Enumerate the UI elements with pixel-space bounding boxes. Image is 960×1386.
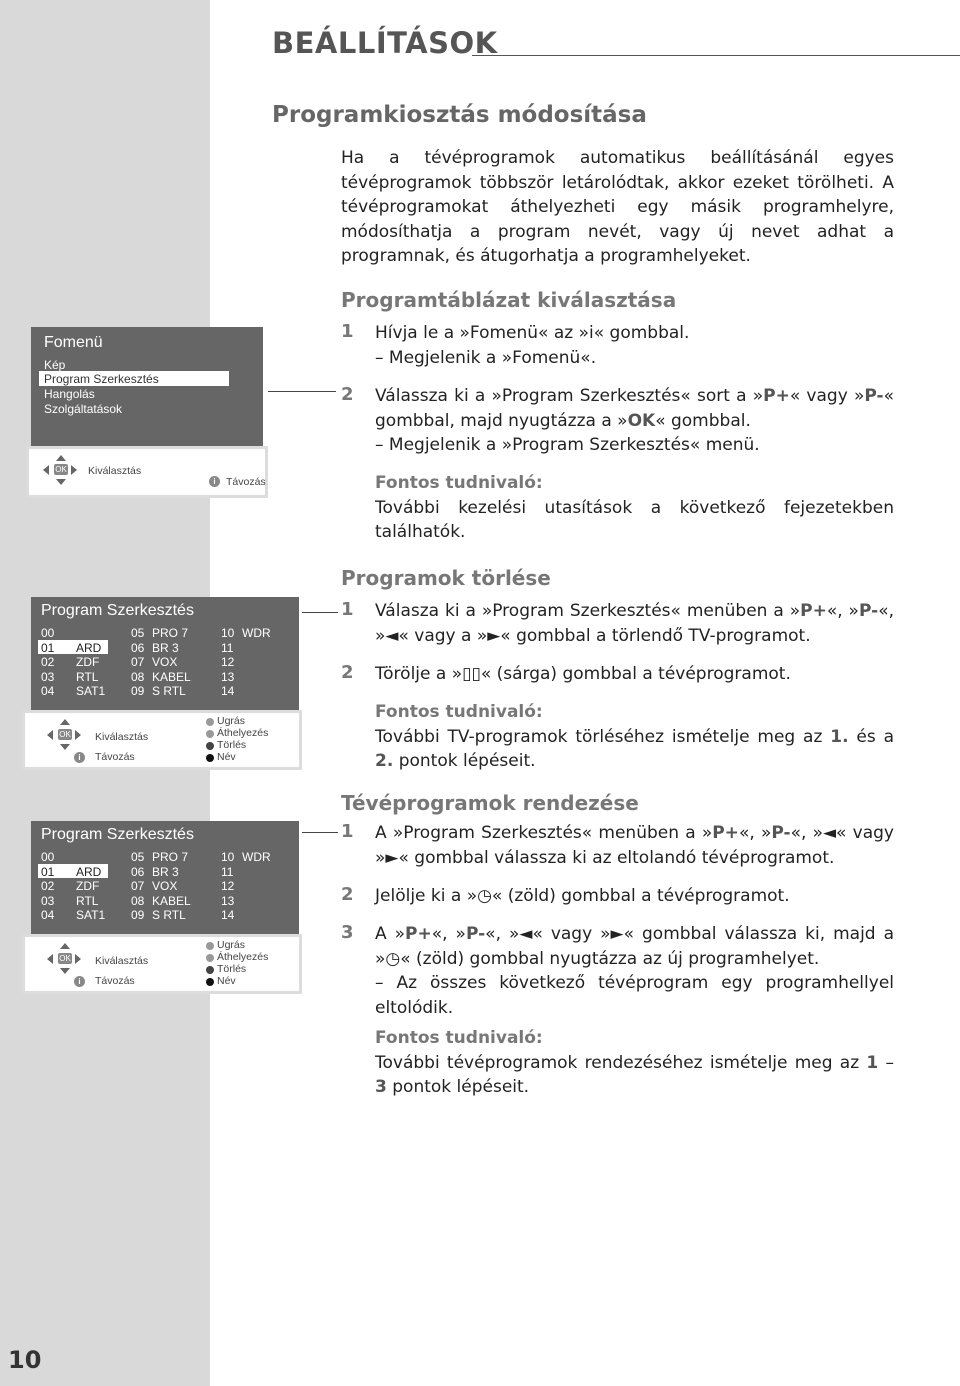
program-name[interactable]: KABEL: [152, 670, 191, 684]
text-run: Válassza ki a »Program Szerkesztés« sort a »: [375, 386, 764, 406]
up-arrow-icon: [60, 719, 70, 725]
program-number: 02: [41, 879, 55, 893]
note-text: [375, 725, 894, 774]
action-torles: Törlés: [217, 739, 247, 751]
menu-item-program-szerkesztes[interactable]: Program Szerkesztés: [44, 372, 159, 386]
note-title: Fontos tudnivaló:: [375, 473, 543, 493]
program-edit-screen: [31, 597, 299, 710]
program-number: 07: [131, 879, 145, 893]
step-number: 2: [341, 884, 354, 905]
program-number: 08: [131, 670, 145, 684]
text-run: Válasza ki a »Program Szerkesztés« menüben a »: [375, 601, 801, 621]
left-arrow-icon: [47, 954, 53, 964]
select-label: Kiválasztás: [88, 465, 142, 477]
left-arrow-icon: [47, 730, 53, 740]
color-key-icon: [206, 718, 214, 726]
action-ugras: Ugrás: [217, 939, 246, 951]
down-arrow-icon: [56, 479, 66, 485]
key-label: 2.: [375, 751, 394, 771]
program-name[interactable]: ZDF: [76, 879, 100, 893]
program-edit-title: Program Szerkesztés: [41, 826, 194, 843]
program-name[interactable]: VOX: [152, 655, 178, 669]
text-run: « gombbal, majd nyugtázza a »: [375, 386, 894, 431]
program-number: 05: [131, 850, 145, 864]
text-run: « vagy »: [789, 386, 865, 406]
step-number: 1: [341, 599, 354, 620]
connector-line: [268, 391, 336, 392]
program-number: 00: [41, 850, 55, 864]
key-label: OK: [627, 410, 656, 431]
text-run: –: [878, 1052, 895, 1073]
program-number: 05: [131, 626, 145, 640]
program-number: 03: [41, 894, 55, 908]
key-label: P+: [405, 924, 432, 944]
program-number: 11: [221, 641, 234, 655]
key-label: 1.: [830, 726, 849, 747]
note-title: Fontos tudnivaló:: [375, 702, 543, 722]
text-run: pontok lépéseit.: [393, 751, 536, 771]
text-run: « gombbal.: [655, 410, 751, 431]
step-result: – Megjelenik a »Program Szerkesztés« menü.: [375, 435, 760, 455]
select-label: Kiválasztás: [95, 955, 149, 967]
step-number: 2: [341, 662, 354, 683]
ok-button-icon: OK: [55, 465, 67, 474]
text-run: «, »: [431, 924, 466, 944]
program-name[interactable]: SAT1: [76, 684, 106, 698]
section-heading-row: [272, 26, 960, 62]
step-line: [375, 922, 894, 971]
program-number: 02: [41, 655, 55, 669]
program-name[interactable]: ARD: [76, 865, 102, 879]
up-arrow-icon: [56, 455, 66, 461]
exit-label: Távozás: [226, 476, 266, 488]
program-number: 10: [221, 850, 235, 864]
page-title: Programkiosztás módosítása: [272, 102, 647, 128]
text-run: és a: [848, 726, 895, 747]
main-menu-title: Fomenü: [44, 334, 103, 351]
step-text: [375, 384, 894, 458]
program-number: 06: [131, 641, 145, 655]
select-label: Kiválasztás: [95, 731, 149, 743]
program-name[interactable]: S RTL: [152, 684, 186, 698]
step-number: 3: [341, 922, 354, 943]
section-heading: BEÁLLÍTÁSOK: [272, 26, 498, 60]
program-number: 09: [131, 908, 145, 922]
key-label: P+: [712, 823, 739, 843]
right-arrow-icon: [75, 954, 81, 964]
program-edit-screen-2: [31, 821, 299, 934]
key-label: P-: [864, 386, 884, 406]
color-key-icon: [206, 942, 214, 950]
key-label: 3: [375, 1077, 387, 1097]
key-label: P+: [800, 601, 827, 621]
program-number: 13: [221, 670, 235, 684]
ok-button-icon: OK: [59, 730, 71, 739]
text-run: pontok lépéseit.: [386, 1077, 530, 1097]
text-run: A »: [375, 924, 406, 944]
key-label: P-: [465, 924, 486, 944]
step-text: [375, 599, 894, 648]
program-number: 08: [131, 894, 145, 908]
program-name[interactable]: WDR: [242, 850, 271, 864]
program-number: 11: [221, 865, 234, 879]
text-run: «, »◄« vagy a »►« gombbal a törlendő TV-programot.: [375, 601, 894, 646]
section-title-table: Programtáblázat kiválasztása: [341, 288, 677, 312]
program-number: 12: [221, 655, 235, 669]
text-run: «, »: [826, 601, 859, 621]
action-torles: Törlés: [217, 963, 247, 975]
text-run: A »Program Szerkesztés« menüben a »: [375, 823, 713, 843]
program-name[interactable]: RTL: [76, 670, 99, 684]
text-run: További tévéprogramok rendezéséhez ismételje meg az: [375, 1052, 867, 1073]
program-edit-title: Program Szerkesztés: [41, 602, 194, 619]
step-text: [375, 821, 894, 870]
program-number: 07: [131, 655, 145, 669]
program-number: 00: [41, 626, 55, 640]
info-button-icon: i: [209, 476, 220, 487]
color-key-icon: [206, 954, 214, 962]
ok-button-icon: OK: [59, 954, 71, 963]
text-run: «, »◄« vagy »►« gombbal válassza ki, majd a »◷« (zöld) gombbal nyugtázza az új programhelyet.: [375, 924, 895, 969]
program-number: 01: [41, 865, 55, 879]
program-number: 03: [41, 670, 55, 684]
step-number: 1: [341, 821, 354, 842]
step-text: [375, 321, 894, 370]
program-number: 04: [41, 684, 55, 698]
step-line: [375, 384, 894, 433]
program-name[interactable]: BR 3: [152, 865, 179, 879]
down-arrow-icon: [60, 744, 70, 750]
color-key-icon: [206, 978, 214, 986]
program-name[interactable]: SAT1: [76, 908, 106, 922]
note-block: [375, 471, 894, 545]
program-name[interactable]: BR 3: [152, 641, 179, 655]
program-number: 09: [131, 684, 145, 698]
action-ugras: Ugrás: [217, 715, 246, 727]
program-name[interactable]: PRO 7: [152, 626, 189, 640]
section-title-sort: Tévéprogramok rendezése: [341, 791, 639, 815]
program-number: 12: [221, 879, 235, 893]
action-nev: Név: [217, 751, 236, 763]
intro-text: Ha a tévéprogramok automatikus beállításánál egyes tévéprogramok többször letárolódtak, akkor ezeket törölheti. A tévéprogramokat áthelyezheti egy másik programhelyre, módosíthatja a program nevét, vagy új nevet adhat a programnak, és átugorhatja a programhelyeket.: [341, 148, 894, 266]
text-run: További TV-programok törléséhez ismételje meg az: [375, 726, 831, 747]
key-label: 1: [866, 1052, 879, 1073]
program-number: 10: [221, 626, 235, 640]
main-menu-footer: [26, 446, 268, 498]
connector-line: [302, 612, 338, 613]
program-name[interactable]: VOX: [152, 879, 178, 893]
up-arrow-icon: [60, 943, 70, 949]
note-block: [375, 700, 894, 774]
program-number: 13: [221, 894, 235, 908]
step-number: 1: [341, 321, 354, 342]
color-key-icon: [206, 966, 214, 974]
program-name[interactable]: WDR: [242, 626, 271, 640]
down-arrow-icon: [60, 968, 70, 974]
menu-item-szolgaltatasok[interactable]: Szolgáltatások: [44, 402, 123, 416]
menu-item-kep[interactable]: Kép: [44, 358, 66, 372]
step-text: Jelölje ki a »◷« (zöld) gombbal a tévéprogramot.: [375, 886, 790, 906]
action-athelyezes: Áthelyezés: [217, 951, 269, 963]
menu-item-hangolas[interactable]: Hangolás: [44, 387, 95, 401]
step-result: – Az összes következő tévéprogram egy programhellyel eltolódik.: [375, 973, 894, 1018]
key-label: P-: [858, 601, 879, 621]
right-arrow-icon: [71, 465, 77, 475]
page-number: 10: [8, 1346, 42, 1374]
program-number: 01: [41, 641, 55, 655]
program-name[interactable]: RTL: [76, 894, 99, 908]
main-menu-screen: [31, 327, 263, 447]
program-name[interactable]: S RTL: [152, 908, 186, 922]
exit-label: Távozás: [95, 975, 135, 987]
program-name[interactable]: ZDF: [76, 655, 100, 669]
note-text: [375, 1051, 894, 1100]
key-label: P-: [771, 823, 791, 843]
program-name[interactable]: KABEL: [152, 894, 191, 908]
program-edit-footer-2: [22, 934, 302, 994]
color-key-icon: [206, 742, 214, 750]
info-button-icon: i: [74, 976, 85, 987]
step-text: [375, 922, 894, 1020]
action-nev: Név: [217, 975, 236, 987]
key-label: P+: [763, 386, 790, 406]
action-athelyezes: Áthelyezés: [217, 727, 269, 739]
step-line: Hívja le a »Fomenü« az »i« gombbal.: [375, 323, 690, 343]
note-text: További kezelési utasítások a következő fejezetekben találhatók.: [375, 497, 894, 542]
color-key-icon: [206, 730, 214, 738]
connector-line: [302, 832, 338, 833]
step-number: 2: [341, 384, 354, 405]
program-number: 04: [41, 908, 55, 922]
right-arrow-icon: [75, 730, 81, 740]
left-arrow-icon: [43, 465, 49, 475]
text-run: «, »: [738, 823, 772, 843]
note-block: [375, 1026, 894, 1100]
info-button-icon: i: [74, 752, 85, 763]
program-number: 14: [221, 908, 235, 922]
note-title: Fontos tudnivaló:: [375, 1028, 543, 1048]
program-name[interactable]: ARD: [76, 641, 102, 655]
program-number: 14: [221, 684, 235, 698]
program-number: 06: [131, 865, 145, 879]
step-result: – Megjelenik a »Fomenü«.: [375, 347, 597, 368]
section-title-delete: Programok törlése: [341, 566, 551, 590]
color-key-icon: [206, 754, 214, 762]
program-edit-footer: [22, 710, 302, 770]
text-run: «, »◄« vagy »►« gombbal válassza ki az eltolandó tévéprogramot.: [375, 823, 894, 868]
program-name[interactable]: PRO 7: [152, 850, 189, 864]
step-text: Törölje a »▯▯« (sárga) gombbal a tévéprogramot.: [375, 664, 791, 684]
exit-label: Távozás: [95, 751, 135, 763]
heading-rule: [472, 55, 960, 56]
